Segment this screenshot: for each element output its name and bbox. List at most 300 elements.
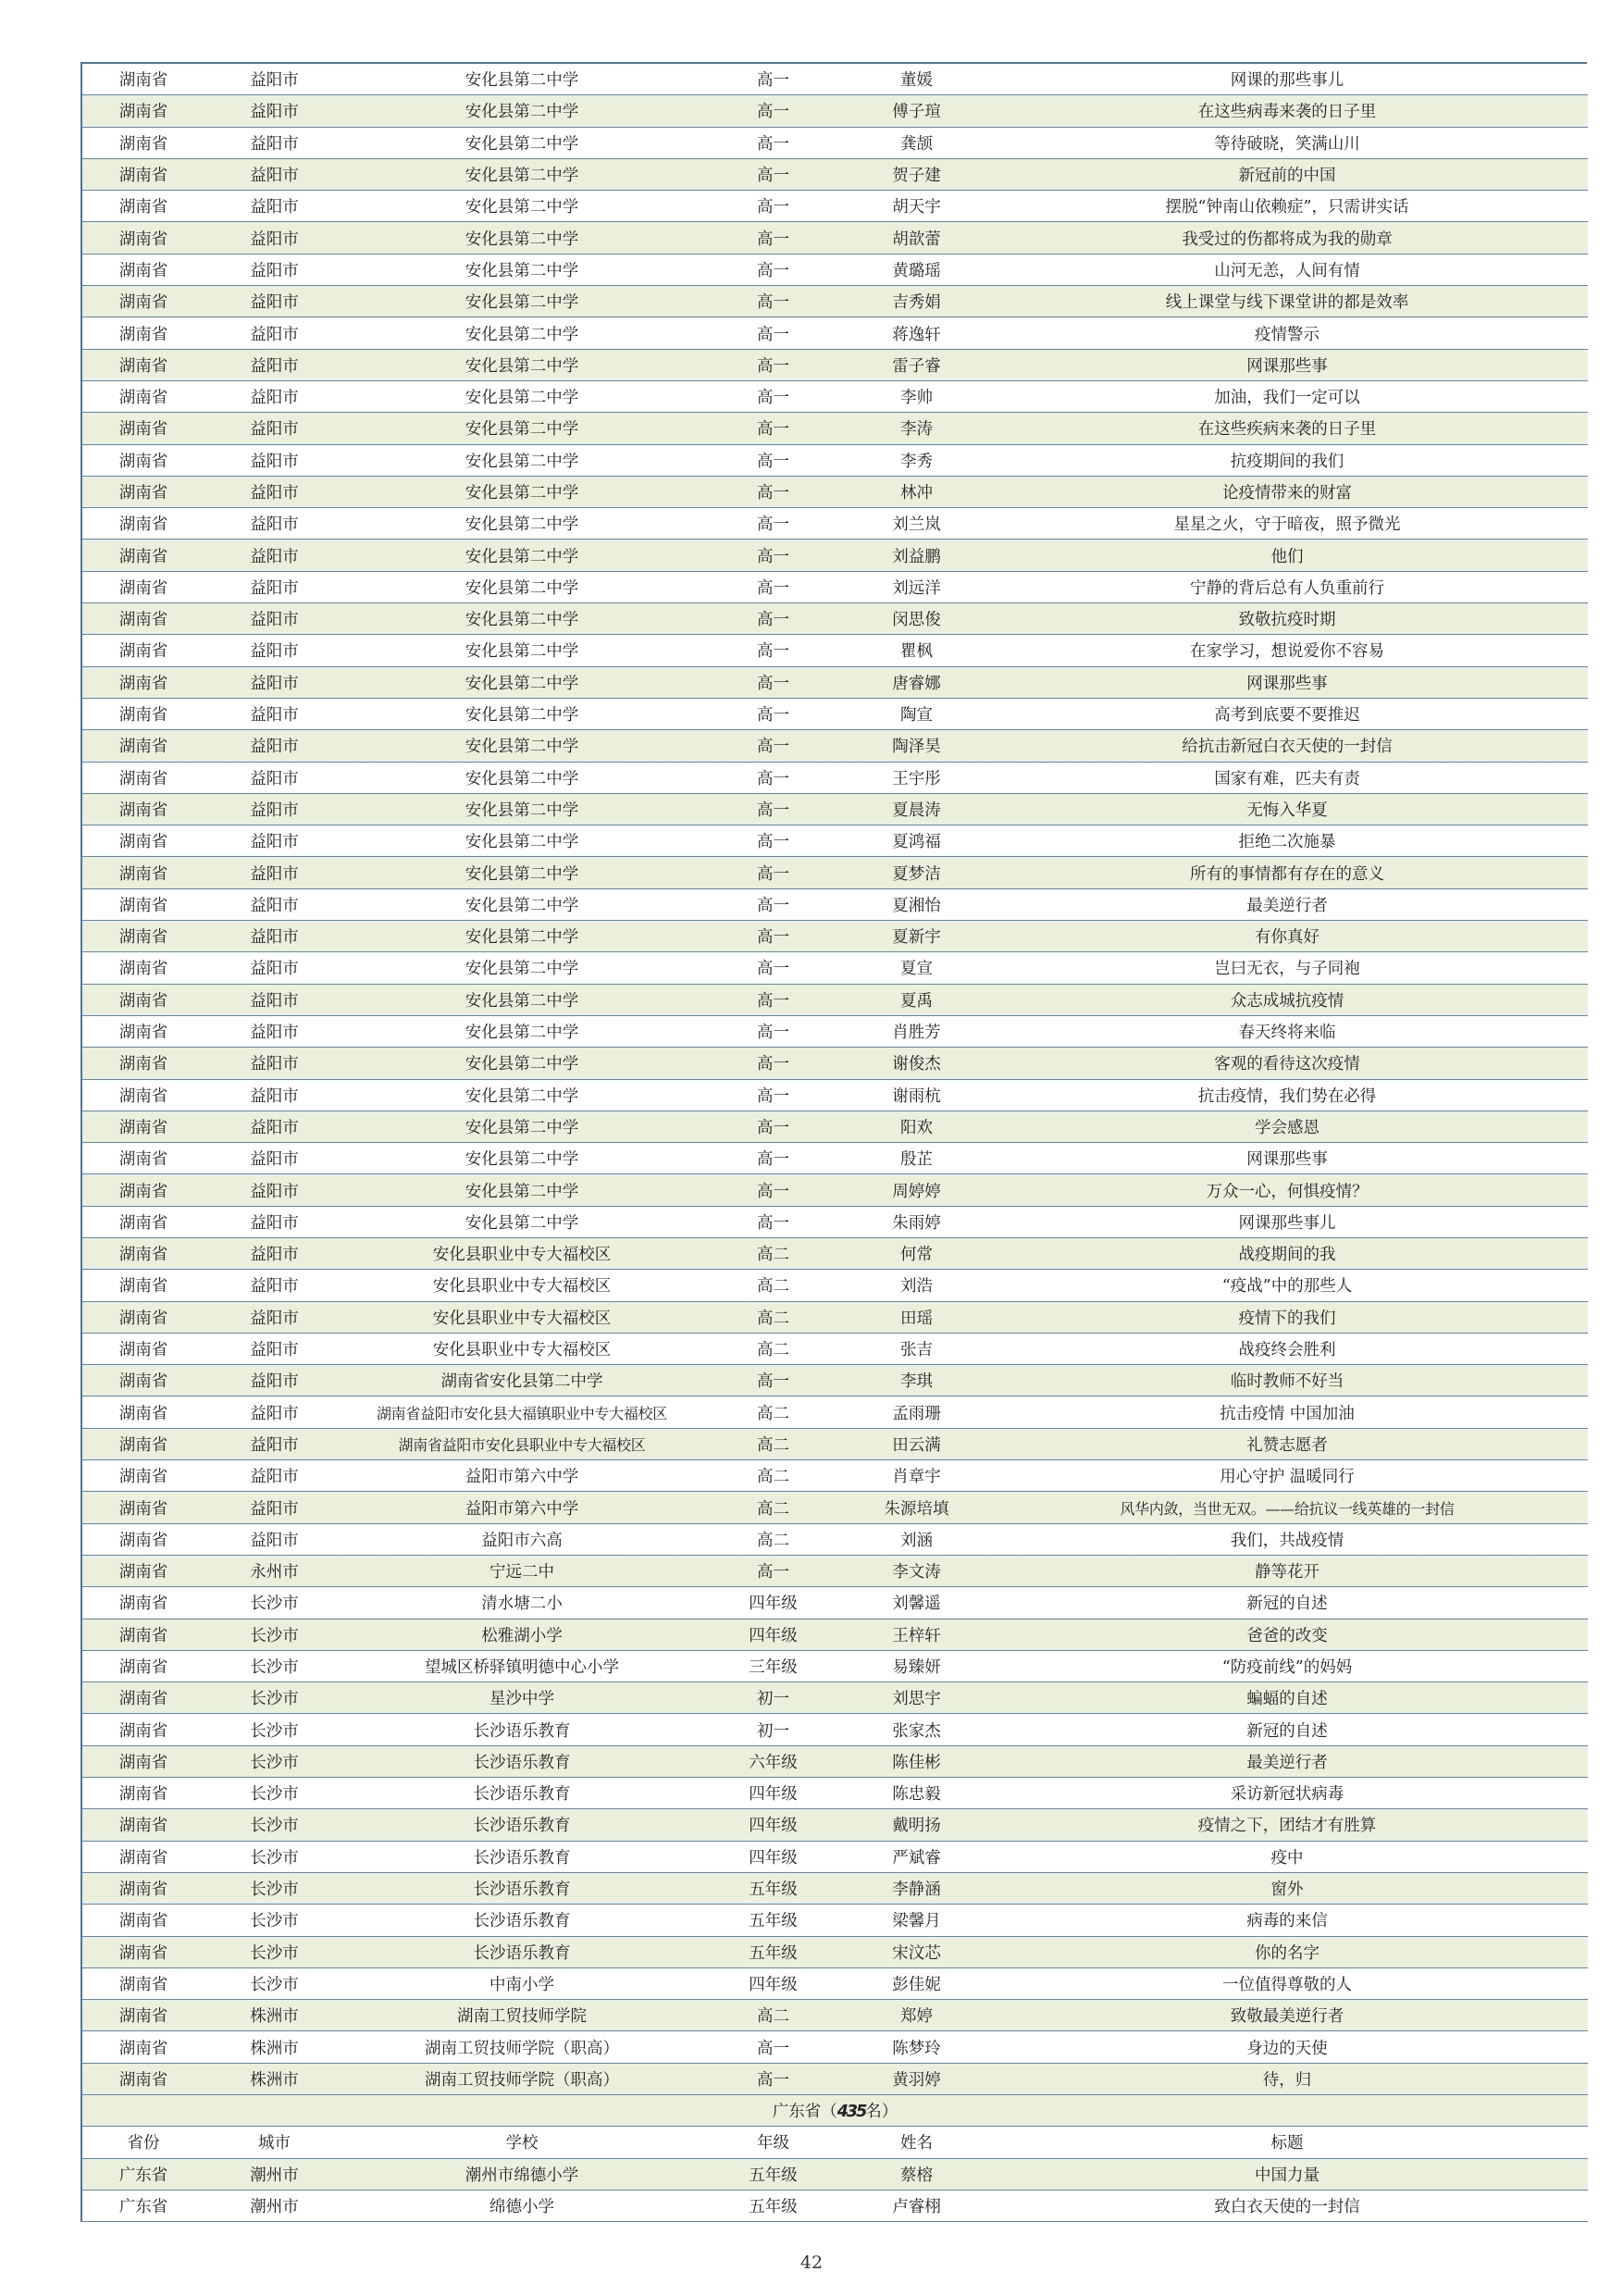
cell-name: 夏禹 (847, 984, 986, 1015)
cell-province: 湖南省 (81, 1396, 204, 1428)
column-header-row (81, 2127, 1588, 2158)
cell-city: 益阳市 (204, 1237, 344, 1269)
table-row (81, 191, 1588, 222)
cell-title: 在家学习，想说爱你不容易 (986, 635, 1588, 666)
cell-grade: 高二 (700, 1333, 847, 1364)
cell-school: 安化县第二中学 (344, 1048, 700, 1079)
table-row (81, 1206, 1588, 1237)
cell-school: 安化县第二中学 (344, 254, 700, 285)
table-row (81, 1745, 1588, 1777)
cell-province: 湖南省 (81, 476, 204, 507)
cell-province: 湖南省 (81, 1745, 204, 1777)
cell-name: 孟雨珊 (847, 1396, 986, 1428)
cell-title: 疫情警示 (986, 317, 1588, 349)
cell-grade: 高一 (700, 317, 847, 349)
cell-name: 李文涛 (847, 1555, 986, 1586)
cell-city: 永州市 (204, 1555, 344, 1586)
cell-school: 安化县第二中学 (344, 635, 700, 666)
cell-school: 益阳市第六中学 (344, 1460, 700, 1492)
table-row (81, 317, 1588, 349)
cell-name: 刘涵 (847, 1523, 986, 1555)
cell-title: 给抗击新冠白衣天使的一封信 (986, 730, 1588, 762)
cell-title: 他们 (986, 540, 1588, 571)
cell-school: 安化县职业中专大福校区 (344, 1333, 700, 1364)
cell-province: 湖南省 (81, 1555, 204, 1586)
cell-province: 湖南省 (81, 1936, 204, 1967)
cell-school: 益阳市第六中学 (344, 1492, 700, 1523)
cell-school: 安化县第二中学 (344, 698, 700, 729)
cell-title: 网课那些事 (986, 349, 1588, 380)
cell-grade: 高一 (700, 793, 847, 825)
cell-grade: 四年级 (700, 1967, 847, 1999)
cell-school: 安化县第二中学 (344, 380, 700, 412)
table-row (81, 1015, 1588, 1047)
cell-title: 蝙蝠的自述 (986, 1682, 1588, 1714)
cell-title: 最美逆行者 (986, 1745, 1588, 1777)
cell-grade: 高一 (700, 95, 847, 127)
cell-province: 湖南省 (81, 1872, 204, 1904)
table-row (81, 952, 1588, 984)
cell-title: 用心守护 温暖同行 (986, 1460, 1588, 1492)
cell-school: 安化县第二中学 (344, 1111, 700, 1142)
cell-province: 湖南省 (81, 1619, 204, 1650)
cell-name: 姓名 (847, 2127, 986, 2158)
cell-school: 潮州市绵德小学 (344, 2158, 700, 2190)
table-row (81, 413, 1588, 444)
cell-city: 益阳市 (204, 921, 344, 952)
cell-grade: 高一 (700, 1174, 847, 1206)
cell-school: 安化县第二中学 (344, 666, 700, 698)
cell-grade: 高一 (700, 380, 847, 412)
cell-province: 湖南省 (81, 698, 204, 729)
cell-city: 益阳市 (204, 191, 344, 222)
cell-school: 安化县职业中专大福校区 (344, 1301, 700, 1333)
cell-school: 清水塘二小 (344, 1587, 700, 1619)
cell-grade: 高一 (700, 921, 847, 952)
cell-name: 龚颉 (847, 127, 986, 158)
cell-city: 长沙市 (204, 1905, 344, 1936)
cell-province: 湖南省 (81, 1111, 204, 1142)
cell-grade: 四年级 (700, 1587, 847, 1619)
cell-title: 静等花开 (986, 1555, 1588, 1586)
cell-grade: 高一 (700, 2063, 847, 2094)
cell-province: 湖南省 (81, 1206, 204, 1237)
cell-city: 益阳市 (204, 1048, 344, 1079)
cell-name: 胡天宇 (847, 191, 986, 222)
cell-school: 安化县第二中学 (344, 730, 700, 762)
cell-grade: 高一 (700, 571, 847, 602)
cell-name: 夏新宇 (847, 921, 986, 952)
cell-name: 周婷婷 (847, 1174, 986, 1206)
cell-province: 湖南省 (81, 793, 204, 825)
table-row (81, 1237, 1588, 1269)
cell-grade: 高二 (700, 1460, 847, 1492)
cell-province: 湖南省 (81, 921, 204, 952)
cell-school: 望城区桥驿镇明德中心小学 (344, 1650, 700, 1682)
cell-city: 益阳市 (204, 64, 344, 95)
cell-title: 线上课堂与线下课堂讲的都是效率 (986, 286, 1588, 317)
table-row (81, 380, 1588, 412)
section-title (81, 2095, 1588, 2127)
cell-title: 战疫终会胜利 (986, 1333, 1588, 1364)
table-row (81, 1555, 1588, 1586)
cell-grade: 高一 (700, 158, 847, 190)
cell-grade: 高一 (700, 1555, 847, 1586)
cell-name: 梁馨月 (847, 1905, 986, 1936)
cell-grade: 高一 (700, 1079, 847, 1111)
table-row (81, 1650, 1588, 1682)
cell-city: 益阳市 (204, 254, 344, 285)
cell-title: 病毒的来信 (986, 1905, 1588, 1936)
cell-name: 夏晨涛 (847, 793, 986, 825)
cell-school: 安化县第二中学 (344, 95, 700, 127)
cell-grade: 五年级 (700, 2158, 847, 2190)
cell-city: 长沙市 (204, 1714, 344, 1745)
cell-city: 长沙市 (204, 1841, 344, 1872)
cell-province: 湖南省 (81, 666, 204, 698)
cell-school: 湖南省益阳市安化县大福镇职业中专大福校区 (344, 1396, 700, 1428)
cell-title: 致白衣天使的一封信 (986, 2190, 1588, 2221)
cell-city: 益阳市 (204, 1143, 344, 1174)
cell-city: 益阳市 (204, 1270, 344, 1301)
cell-title: 春天终将来临 (986, 1015, 1588, 1047)
cell-province: 湖南省 (81, 413, 204, 444)
cell-grade: 高一 (700, 825, 847, 857)
cell-school: 安化县第二中学 (344, 603, 700, 635)
cell-grade: 高一 (700, 540, 847, 571)
cell-name: 林冲 (847, 476, 986, 507)
cell-province: 湖南省 (81, 825, 204, 857)
cell-name: 胡歆蕾 (847, 222, 986, 254)
cell-name: 王梓轩 (847, 1619, 986, 1650)
cell-grade: 高二 (700, 1428, 847, 1459)
cell-name: 阳欢 (847, 1111, 986, 1142)
cell-grade: 高一 (700, 64, 847, 95)
cell-title: 抗击疫情，我们势在必得 (986, 1079, 1588, 1111)
table-row (81, 286, 1588, 317)
cell-name: 朱源培填 (847, 1492, 986, 1523)
cell-city: 益阳市 (204, 1460, 344, 1492)
cell-city: 益阳市 (204, 952, 344, 984)
cell-name: 刘馨遥 (847, 1587, 986, 1619)
table-row (81, 1967, 1588, 1999)
cell-city: 益阳市 (204, 762, 344, 793)
cell-title: 我们，共战疫情 (986, 1523, 1588, 1555)
cell-school: 长沙语乐教育 (344, 1841, 700, 1872)
cell-name: 田云满 (847, 1428, 986, 1459)
cell-name: 刘远洋 (847, 571, 986, 602)
cell-school: 安化县第二中学 (344, 444, 700, 476)
cell-grade: 四年级 (700, 1809, 847, 1841)
cell-name: 严斌睿 (847, 1841, 986, 1872)
cell-city: 益阳市 (204, 540, 344, 571)
table-row (81, 1460, 1588, 1492)
cell-grade: 高一 (700, 222, 847, 254)
cell-name: 贺子建 (847, 158, 986, 190)
cell-city: 益阳市 (204, 286, 344, 317)
cell-province: 湖南省 (81, 1428, 204, 1459)
cell-school: 安化县职业中专大福校区 (344, 1237, 700, 1269)
table-row (81, 349, 1588, 380)
cell-grade: 高一 (700, 413, 847, 444)
cell-grade: 高二 (700, 2000, 847, 2031)
cell-grade: 年级 (700, 2127, 847, 2158)
cell-title: 加油，我们一定可以 (986, 380, 1588, 412)
cell-title: 新冠前的中国 (986, 158, 1588, 190)
cell-name: 董媛 (847, 64, 986, 95)
table-row (81, 1778, 1588, 1809)
cell-name: 夏宣 (847, 952, 986, 984)
cell-city: 长沙市 (204, 1967, 344, 1999)
cell-province: 湖南省 (81, 762, 204, 793)
cell-grade: 高一 (700, 476, 847, 507)
cell-grade: 高一 (700, 635, 847, 666)
cell-title: 临时教师不好当 (986, 1365, 1588, 1396)
cell-city: 益阳市 (204, 349, 344, 380)
cell-province: 湖南省 (81, 571, 204, 602)
table-row (81, 95, 1588, 127)
cell-school: 湖南工贸技师学院（职高） (344, 2031, 700, 2063)
cell-grade: 五年级 (700, 1936, 847, 1967)
cell-city: 益阳市 (204, 888, 344, 920)
cell-province: 湖南省 (81, 1967, 204, 1999)
table-row (81, 254, 1588, 285)
cell-school: 安化县第二中学 (344, 825, 700, 857)
cell-grade: 高一 (700, 444, 847, 476)
cell-name: 雷子睿 (847, 349, 986, 380)
cell-province: 广东省 (81, 2190, 204, 2221)
table-row (81, 666, 1588, 698)
cell-name: 张吉 (847, 1333, 986, 1364)
cell-name: 殷芷 (847, 1143, 986, 1174)
cell-name: 谢俊杰 (847, 1048, 986, 1079)
cell-grade: 高二 (700, 1301, 847, 1333)
cell-city: 益阳市 (204, 857, 344, 888)
cell-title: 在这些疾病来袭的日子里 (986, 413, 1588, 444)
cell-province: 湖南省 (81, 317, 204, 349)
table-row (81, 1270, 1588, 1301)
cell-province: 湖南省 (81, 95, 204, 127)
cell-province: 湖南省 (81, 349, 204, 380)
cell-grade: 四年级 (700, 1619, 847, 1650)
cell-city: 益阳市 (204, 793, 344, 825)
cell-title: 岂曰无衣，与子同袍 (986, 952, 1588, 984)
table-row (81, 730, 1588, 762)
cell-province: 湖南省 (81, 1048, 204, 1079)
cell-province: 湖南省 (81, 2063, 204, 2094)
cell-title: 疫情之下，团结才有胜算 (986, 1809, 1588, 1841)
cell-province: 广东省 (81, 2158, 204, 2190)
cell-title: 国家有难，匹夫有责 (986, 762, 1588, 793)
cell-title: 你的名字 (986, 1936, 1588, 1967)
cell-school: 安化县第二中学 (344, 508, 700, 540)
cell-title: 宁静的背后总有人负重前行 (986, 571, 1588, 602)
cell-city: 益阳市 (204, 825, 344, 857)
cell-city: 益阳市 (204, 571, 344, 602)
cell-title: 疫情下的我们 (986, 1301, 1588, 1333)
cell-title: 网课那些事 (986, 666, 1588, 698)
cell-name: 肖章宇 (847, 1460, 986, 1492)
cell-province: 湖南省 (81, 888, 204, 920)
cell-school: 安化县第二中学 (344, 64, 700, 95)
cell-title: 学会感恩 (986, 1111, 1588, 1142)
cell-school: 安化县第二中学 (344, 1143, 700, 1174)
cell-province: 湖南省 (81, 857, 204, 888)
cell-name: 李秀 (847, 444, 986, 476)
section-count: 435 (836, 2103, 866, 2122)
cell-city: 益阳市 (204, 413, 344, 444)
cell-city: 益阳市 (204, 666, 344, 698)
cell-school: 湖南工贸技师学院 (344, 2000, 700, 2031)
table-row (81, 1111, 1588, 1142)
cell-name: 蔡榕 (847, 2158, 986, 2190)
cell-title: 众志成城抗疫情 (986, 984, 1588, 1015)
cell-title: 客观的看待这次疫情 (986, 1048, 1588, 1079)
cell-city: 益阳市 (204, 1206, 344, 1237)
cell-grade: 高一 (700, 952, 847, 984)
cell-school: 安化县第二中学 (344, 286, 700, 317)
table-row (81, 1809, 1588, 1841)
cell-name: 陈忠毅 (847, 1778, 986, 1809)
cell-school: 安化县第二中学 (344, 1174, 700, 1206)
cell-name: 夏湘怡 (847, 888, 986, 920)
cell-school: 中南小学 (344, 1967, 700, 1999)
cell-name: 陶泽昊 (847, 730, 986, 762)
table-row (81, 1841, 1588, 1872)
cell-province: 湖南省 (81, 730, 204, 762)
cell-city: 益阳市 (204, 698, 344, 729)
cell-name: 刘浩 (847, 1270, 986, 1301)
cell-city: 益阳市 (204, 380, 344, 412)
cell-grade: 五年级 (700, 1905, 847, 1936)
cell-grade: 高一 (700, 349, 847, 380)
cell-province: 湖南省 (81, 952, 204, 984)
table-row (81, 1523, 1588, 1555)
cell-grade: 高一 (700, 286, 847, 317)
cell-grade: 高一 (700, 127, 847, 158)
cell-province: 湖南省 (81, 1587, 204, 1619)
cell-city: 益阳市 (204, 444, 344, 476)
cell-school: 安化县第二中学 (344, 158, 700, 190)
cell-title: 疫中 (986, 1841, 1588, 1872)
cell-grade: 六年级 (700, 1745, 847, 1777)
table-row (81, 1365, 1588, 1396)
cell-school: 安化县第二中学 (344, 317, 700, 349)
cell-city: 益阳市 (204, 317, 344, 349)
cell-city: 长沙市 (204, 1619, 344, 1650)
cell-name: 谢雨杭 (847, 1079, 986, 1111)
cell-school: 长沙语乐教育 (344, 1872, 700, 1904)
cell-province: 湖南省 (81, 508, 204, 540)
cell-title: 标题 (986, 2127, 1588, 2158)
cell-city: 益阳市 (204, 476, 344, 507)
cell-name: 朱雨婷 (847, 1206, 986, 1237)
cell-title: 有你真好 (986, 921, 1588, 952)
cell-province: 湖南省 (81, 380, 204, 412)
cell-school: 长沙语乐教育 (344, 1778, 700, 1809)
cell-grade: 高二 (700, 1396, 847, 1428)
cell-city: 益阳市 (204, 603, 344, 635)
cell-grade: 四年级 (700, 1841, 847, 1872)
cell-city: 长沙市 (204, 1872, 344, 1904)
cell-city: 长沙市 (204, 1650, 344, 1682)
cell-city: 长沙市 (204, 1745, 344, 1777)
cell-name: 吉秀娟 (847, 286, 986, 317)
cell-city: 益阳市 (204, 1492, 344, 1523)
cell-name: 宋汶芯 (847, 1936, 986, 1967)
table-row (81, 1048, 1588, 1079)
cell-city: 株洲市 (204, 2063, 344, 2094)
cell-city: 城市 (204, 2127, 344, 2158)
cell-title: 网课那些事 (986, 1143, 1588, 1174)
cell-title: 爸爸的改变 (986, 1619, 1588, 1650)
cell-grade: 四年级 (700, 1778, 847, 1809)
table-row (81, 1079, 1588, 1111)
cell-school: 安化县第二中学 (344, 762, 700, 793)
cell-city: 益阳市 (204, 1365, 344, 1396)
cell-grade: 高二 (700, 1523, 847, 1555)
cell-name: 黄璐瑶 (847, 254, 986, 285)
cell-city: 株洲市 (204, 2031, 344, 2063)
cell-grade: 高一 (700, 888, 847, 920)
cell-province: 湖南省 (81, 1365, 204, 1396)
table-row (81, 603, 1588, 635)
cell-province: 湖南省 (81, 1270, 204, 1301)
cell-title: 等待破晓，笑满山川 (986, 127, 1588, 158)
cell-province: 湖南省 (81, 1682, 204, 1714)
cell-grade: 三年级 (700, 1650, 847, 1682)
table-body (81, 64, 1588, 2222)
cell-city: 长沙市 (204, 1682, 344, 1714)
cell-city: 益阳市 (204, 127, 344, 158)
cell-school: 绵德小学 (344, 2190, 700, 2221)
cell-city: 长沙市 (204, 1587, 344, 1619)
cell-name: 李帅 (847, 380, 986, 412)
cell-title: 论疫情带来的财富 (986, 476, 1588, 507)
cell-province: 湖南省 (81, 635, 204, 666)
table-row (81, 2063, 1588, 2094)
cell-name: 陶宣 (847, 698, 986, 729)
cell-province: 湖南省 (81, 286, 204, 317)
cell-title: 最美逆行者 (986, 888, 1588, 920)
cell-school: 益阳市六高 (344, 1523, 700, 1555)
cell-province: 湖南省 (81, 1237, 204, 1269)
cell-title: 所有的事情都有存在的意义 (986, 857, 1588, 888)
cell-province: 湖南省 (81, 1333, 204, 1364)
cell-grade: 高一 (700, 1143, 847, 1174)
cell-province: 湖南省 (81, 1174, 204, 1206)
cell-school: 安化县第二中学 (344, 857, 700, 888)
cell-grade: 高一 (700, 762, 847, 793)
table-row (81, 1174, 1588, 1206)
cell-grade: 高一 (700, 857, 847, 888)
table-row (81, 1143, 1588, 1174)
cell-grade: 高一 (700, 1206, 847, 1237)
cell-title: 一位值得尊敬的人 (986, 1967, 1588, 1999)
cell-name: 戴明扬 (847, 1809, 986, 1841)
cell-grade: 高一 (700, 698, 847, 729)
cell-title: “疫战”中的那些人 (986, 1270, 1588, 1301)
cell-city: 益阳市 (204, 1396, 344, 1428)
cell-name: 傅子瑄 (847, 95, 986, 127)
cell-name: 唐睿娜 (847, 666, 986, 698)
cell-name: 闵思俊 (847, 603, 986, 635)
cell-school: 湖南省益阳市安化县职业中专大福校区 (344, 1428, 700, 1459)
cell-province: 湖南省 (81, 1460, 204, 1492)
cell-name: 何常 (847, 1237, 986, 1269)
cell-city: 益阳市 (204, 730, 344, 762)
cell-province: 湖南省 (81, 191, 204, 222)
